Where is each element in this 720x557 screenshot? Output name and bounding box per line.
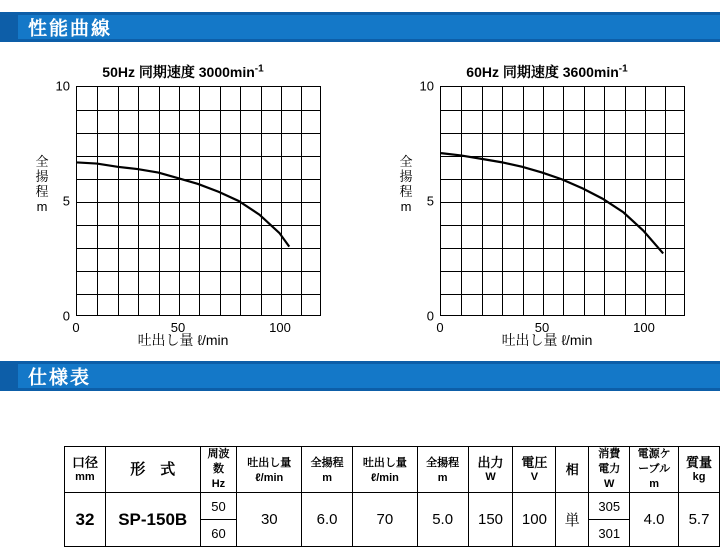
section-title-spec: 仕様表 (28, 367, 92, 389)
cell-power-60: 301 (589, 520, 630, 547)
th-model: 形 式 (105, 447, 200, 493)
chart-60hz-ylabel: 全 揚 程 m (399, 154, 413, 214)
chart-60hz-xtick-50: 50 (534, 320, 550, 335)
chart-60hz-title: 60Hz 同期速度 $3600\min^{-1}$ (466, 63, 628, 80)
cell-phase: 単 (556, 493, 589, 547)
spec-table-header-row (65, 447, 720, 493)
chart-60hz-xlabel: 吐出し量 ℓ/min (501, 332, 593, 348)
section-title-performance: 性能曲線 (28, 18, 113, 40)
header-accent-bar-spec (0, 364, 18, 388)
chart-50hz-xlabel: 吐出し量 ℓ/min (137, 332, 229, 348)
th-head-2: 全揚程 m (417, 447, 468, 493)
section-header-performance (0, 12, 720, 42)
cell-frequency-50: 50 (200, 493, 237, 520)
cell-cable: 4.0 (630, 493, 679, 547)
cell-head-1: 6.0 (302, 493, 353, 547)
chart-60hz-xtick-100: 100 (633, 320, 655, 335)
cell-flow-2: 70 (352, 493, 417, 547)
th-cable: 電源ケ ーブル m (630, 447, 679, 493)
chart-50hz-ytick-10: 10 (55, 78, 70, 94)
chart-50hz-xtick-100: 100 (269, 320, 291, 335)
section-header-spec (0, 361, 720, 391)
th-head-1: 全揚程 m (302, 447, 353, 493)
chart-50hz-curve (77, 87, 320, 315)
chart-60hz-ytick-0: 0 (426, 308, 434, 324)
table-row (65, 493, 720, 520)
cell-flow-1: 30 (237, 493, 302, 547)
cell-voltage: 100 (513, 493, 556, 547)
th-phase: 相 (556, 447, 589, 493)
th-output: 出力 W (468, 447, 513, 493)
chart-50hz-ytick-5: 5 (62, 193, 70, 209)
chart-50hz-plot (76, 86, 321, 316)
chart-60hz-plot (440, 86, 685, 316)
cell-bore: 32 (65, 493, 106, 547)
chart-60hz-curve (441, 87, 684, 315)
chart-50hz-ylabel: 全 揚 程 m (35, 154, 49, 214)
chart-60hz-xtick-0: 0 (436, 320, 444, 335)
cell-model: SP-150B (105, 493, 200, 547)
th-power: 消費 電力 W (589, 447, 630, 493)
chart-50hz-xtick-0: 0 (72, 320, 80, 335)
th-voltage: 電圧 V (513, 447, 556, 493)
chart-50hz-xtick-50: 50 (170, 320, 186, 335)
chart-60hz-ytick-5: 5 (426, 193, 434, 209)
th-flow-1: 吐出し量 ℓ/min (237, 447, 302, 493)
th-mass: 質量 kg (679, 447, 720, 493)
chart-50hz-title: 50Hz 同期速度 $3000\min^{-1}$ (102, 63, 264, 80)
cell-mass: 5.7 (679, 493, 720, 547)
cell-head-2: 5.0 (417, 493, 468, 547)
chart-50hz (8, 62, 358, 352)
header-accent-bar (0, 15, 18, 39)
chart-60hz-ytick-10: 10 (419, 78, 434, 94)
th-frequency: 周波 数 Hz (200, 447, 237, 493)
chart-60hz (372, 62, 720, 352)
spec-table (64, 446, 720, 547)
th-bore: 口径 mm (65, 447, 106, 493)
th-flow-2: 吐出し量 ℓ/min (352, 447, 417, 493)
cell-output: 150 (468, 493, 513, 547)
chart-50hz-ytick-0: 0 (62, 308, 70, 324)
cell-frequency-60: 60 (200, 520, 237, 547)
cell-power-50: 305 (589, 493, 630, 520)
